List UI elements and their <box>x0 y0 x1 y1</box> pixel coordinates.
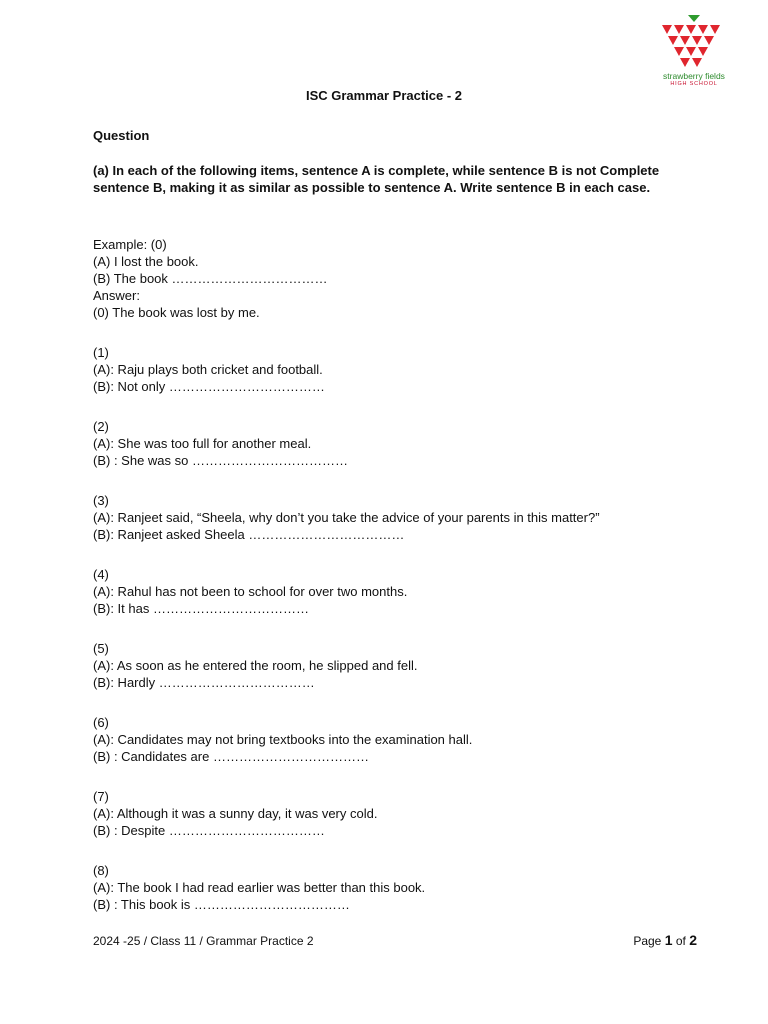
page-title: ISC Grammar Practice - 2 <box>305 88 463 103</box>
footer-document-info: 2024 -25 / Class 11 / Grammar Practice 2 <box>93 934 314 948</box>
sentence-a: (A): Ranjeet said, “Sheela, why don’t you take the advice of your parents in this matter?” <box>93 510 600 525</box>
page-current: 1 <box>664 932 673 948</box>
sentence-a: (A): Rahul has not been to school for over two months. <box>93 584 408 599</box>
item-number: (5) <box>93 641 109 656</box>
sentence-a: (A): Raju plays both cricket and football. <box>93 362 323 377</box>
sentence-b: (B) : Despite ……………………………… <box>93 823 325 838</box>
sentence-b: (B): Hardly ……………………………… <box>93 675 315 690</box>
item-5 <box>93 640 417 691</box>
answer-label: Answer: <box>93 288 140 303</box>
strawberry-icon <box>656 12 732 72</box>
sentence-a: (A): As soon as he entered the room, he slipped and fell. <box>93 658 418 673</box>
sentence-b: (B): Not only ……………………………… <box>93 379 325 394</box>
sentence-b: (B): Ranjeet asked Sheela ……………………………… <box>93 527 405 542</box>
item-1 <box>93 344 325 395</box>
item-number: (7) <box>93 789 109 804</box>
sentence-a: (A): Candidates may not bring textbooks into the examination hall. <box>93 732 473 747</box>
item-number: (4) <box>93 567 109 582</box>
page-total: 2 <box>689 932 697 948</box>
logo-name: strawberry fields <box>663 71 725 81</box>
sentence-a: (A): The book I had read earlier was better than this book. <box>93 880 426 895</box>
sentence-b: (B) : Candidates are ……………………………… <box>93 749 369 764</box>
item-number: (6) <box>93 715 109 730</box>
sentence-a: (A): She was too full for another meal. <box>93 436 312 451</box>
item-8 <box>93 862 425 913</box>
page-word: Page <box>633 934 662 948</box>
sentence-b: (B): It has ……………………………… <box>93 601 309 616</box>
item-number: (8) <box>93 863 109 878</box>
page-number <box>633 932 697 948</box>
example-label: Example: (0) <box>93 237 167 252</box>
example-block <box>93 236 328 321</box>
example-answer: (0) The book was lost by me. <box>93 305 260 320</box>
question-label: Question <box>93 128 150 143</box>
item-number: (1) <box>93 345 109 360</box>
item-2 <box>93 418 348 469</box>
sentence-b: (B) : This book is ……………………………… <box>93 897 350 912</box>
example-sentence-b: (B) The book ……………………………… <box>93 271 328 286</box>
item-6 <box>93 714 472 765</box>
item-7 <box>93 788 377 839</box>
item-4 <box>93 566 407 617</box>
sentence-b: (B) : She was so ……………………………… <box>93 453 348 468</box>
example-sentence-a: (A) I lost the book. <box>93 254 199 269</box>
sentence-a: (A): Although it was a sunny day, it was very cold. <box>93 806 378 821</box>
instruction-text: (a) In each of the following items, sentence A is complete, while sentence B is not Complete sentence B, making it as similar as possible to sentence A. Write sentence B in each case. <box>93 163 660 195</box>
of-word: of <box>675 934 686 948</box>
school-logo <box>656 12 732 92</box>
item-number: (3) <box>93 493 109 508</box>
logo-subtitle: HIGH SCHOOL <box>670 81 718 87</box>
item-3 <box>93 492 600 543</box>
item-number: (2) <box>93 419 109 434</box>
